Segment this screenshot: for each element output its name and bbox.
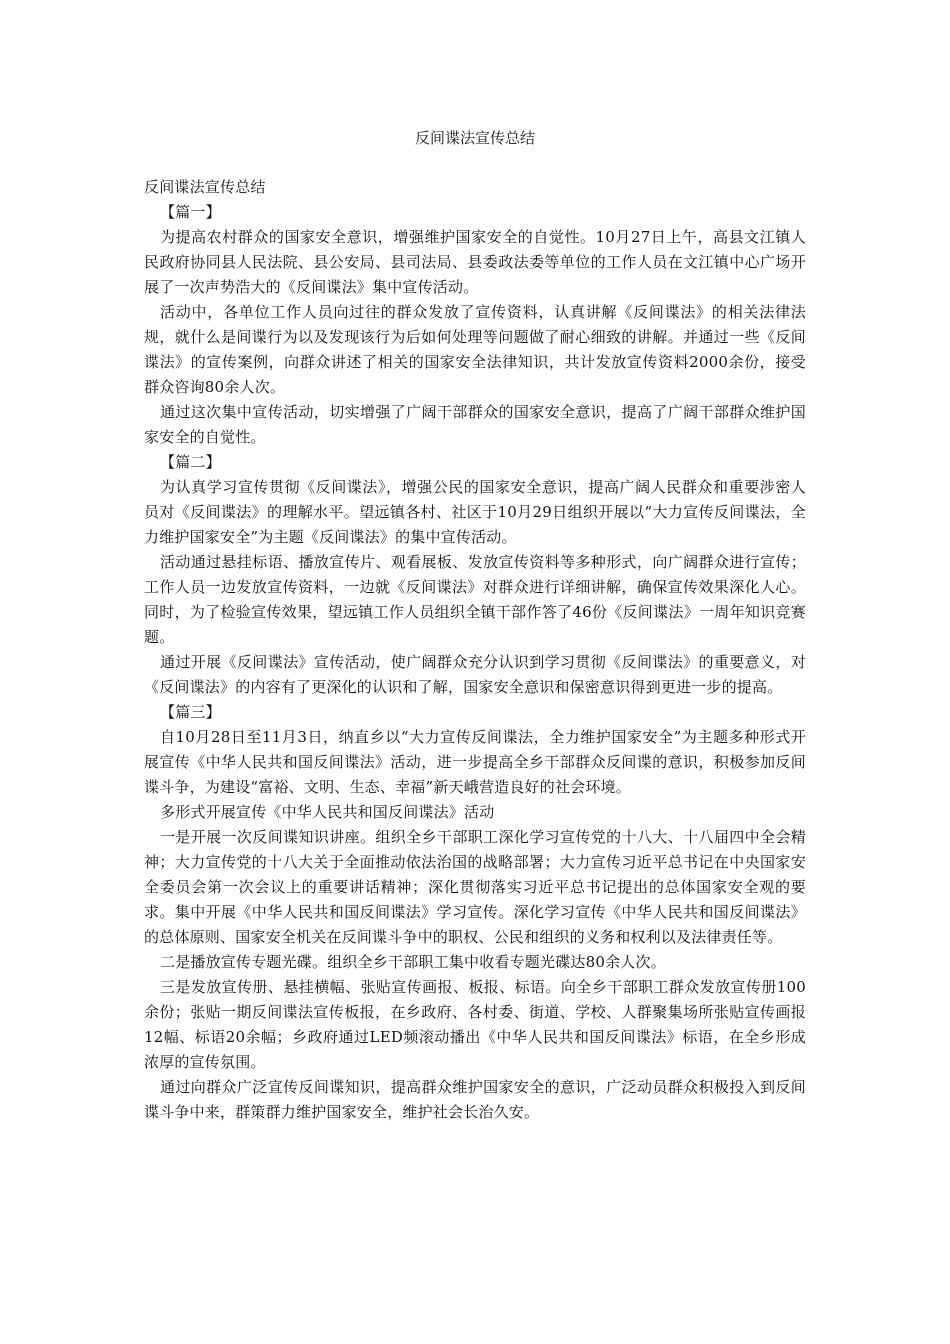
body-paragraph: 多形式开展宣传《中华人民共和国反间谍法》活动: [160, 803, 495, 821]
section-heading: 【篇三】: [160, 703, 221, 721]
body-paragraph: 自10月28日至11月3日，纳直乡以“大力宣传反间谍法，全力维护国家安全”为主题多种形式开展宣传《中华人民共和国反间谍法》活动，进一步提高全乡干部群众反间谍的意识，积极参加反间谍斗争，为建设“富裕、文明、生态、幸福”新天峨营造良好的社会环境。: [144, 728, 806, 796]
section-heading: 【篇一】: [160, 203, 221, 221]
body-paragraph: 三是发放宣传册、悬挂横幅、张贴宣传画报、板报、标语。向全乡干部职工群众发放宣传册100余份；张贴一期反间谍法宣传板报，在乡政府、各村委、街道、学校、人群聚集场所张贴宣传画报12幅、标语20余幅；乡政府通过LED频滚动播出《中华人民共和国反间谍法》标语，在全乡形成浓厚的宣传氛围。: [144, 978, 806, 1071]
body-paragraph: 活动通过悬挂标语、播放宣传片、观看展板、发放宣传资料等多种形式，向广阔群众进行宣传；工作人员一边发放宣传资料，一边就《反间谍法》对群众进行详细讲解，确保宣传效果深化人心。同时，为了检验宣传效果，望远镇工作人员组织全镇干部作答了46份《反间谍法》一周年知识竞赛题。: [144, 553, 806, 646]
document-title: 反间谍法宣传总结: [414, 129, 535, 147]
body-paragraph: 一是开展一次反间谍知识讲座。组织全乡干部职工深化学习宣传党的十八大、十八届四中全会精神；大力宣传党的十八大关于全面推动依法治国的战略部署；大力宣传习近平总书记在中央国家安全委员会第一次会议上的重要讲话精神；深化贯彻落实习近平总书记提出的总体国家安全观的要求。集中开展《中华人民共和国反间谍法》学习宣传。深化学习宣传《中华人民共和国反间谍法》的总体原则、国家安全机关在反间谍斗争中的职权、公民和组织的义务和权利以及法律责任等。: [144, 828, 806, 946]
body-paragraph: 活动中，各单位工作人员向过往的群众发放了宣传资料，认真讲解《反间谍法》的相关法律法规，就什么是间谍行为以及发现该行为后如何处理等问题做了耐心细致的讲解。并通过一些《反间谍法》的宣传案例，向群众讲述了相关的国家安全法律知识，共计发放宣传资料2000余份，接受群众咨询80余人次。: [144, 303, 806, 396]
body-paragraph: 通过开展《反间谍法》宣传活动，使广阔群众充分认识到学习贯彻《反间谍法》的重要意义，对《反间谍法》的内容有了更深化的认识和了解，国家安全意识和保密意识得到更进一步的提高。: [144, 653, 806, 696]
section-heading: 【篇二】: [160, 453, 221, 471]
document-body: [144, 175, 806, 1125]
body-paragraph: 为认真学习宣传贯彻《反间谍法》，增强公民的国家安全意识，提高广阔人民群众和重要涉密人员对《反间谍法》的理解水平。望远镇各村、社区于10月29日组织开展以“大力宣传反间谍法，全力维护国家安全”为主题《反间谍法》的集中宣传活动。: [144, 478, 806, 546]
body-paragraph: 为提高农村群众的国家安全意识，增强维护国家安全的自觉性。10月27日上午，高县文江镇人民政府协同县人民法院、县公安局、县司法局、县委政法委等单位的工作人员在文江镇中心广场开展了一次声势浩大的《反间谍法》集中宣传活动。: [144, 228, 806, 296]
body-paragraph: 通过这次集中宣传活动，切实增强了广阔干部群众的国家安全意识，提高了广阔干部群众维护国家安全的自觉性。: [144, 403, 806, 446]
body-paragraph: 二是播放宣传专题光碟。组织全乡干部职工集中收看专题光碟达80余人次。: [160, 953, 666, 971]
document-subtitle: 反间谍法宣传总结: [144, 178, 266, 196]
body-paragraph: 通过向群众广泛宣传反间谍知识，提高群众维护国家安全的意识，广泛动员群众积极投入到反间谍斗争中来，群策群力维护国家安全，维护社会长治久安。: [144, 1078, 806, 1121]
